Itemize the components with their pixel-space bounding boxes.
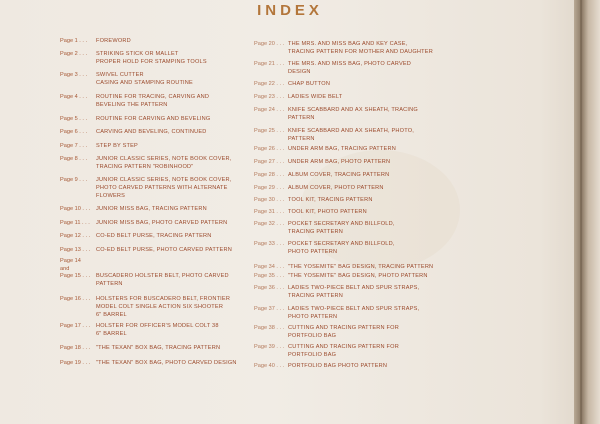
index-entry — [254, 93, 438, 101]
index-entry-line: FLOWERS — [96, 193, 126, 199]
index-page-number: Page 19 . . . — [60, 360, 91, 366]
index-entry-line: TOOL KIT, PHOTO PATTERN — [288, 209, 367, 215]
index-entry-title — [288, 60, 438, 76]
index-entry — [254, 324, 438, 340]
index-page-number: Page 7 . . . — [60, 143, 88, 149]
index-page-number: Page 29 . . . — [254, 185, 285, 191]
index-entry-line: FOREWORD — [96, 38, 131, 44]
index-page-number: Page 11 . . . — [60, 220, 90, 226]
index-entry-title — [288, 362, 438, 370]
index-entry-title — [288, 263, 438, 271]
index-page-number: Page 6 . . . — [60, 129, 88, 135]
index-entry-title — [288, 106, 438, 122]
index-entry-title — [288, 343, 438, 359]
index-entry-line: CHAP BUTTON — [288, 81, 331, 87]
index-page-number: Page 31 . . . — [254, 209, 285, 215]
index-entry-line: PHOTO CARVED PATTERNS WITH ALTERNATE — [96, 185, 228, 191]
index-entry-title — [96, 359, 246, 367]
index-entry-line: LADIES TWO-PIECE BELT AND SPUR STRAPS, — [288, 306, 420, 312]
index-page-number: Page 22 . . . — [254, 81, 285, 87]
index-entry — [60, 359, 246, 367]
index-entry-line: CUTTING AND TRACING PATTERN FOR — [288, 344, 399, 350]
index-entry-title — [96, 219, 246, 227]
index-entry-line: BUSCADERO HOLSTER BELT, PHOTO CARVED — [96, 273, 229, 279]
index-entry — [60, 142, 246, 150]
index-entry-line: JUNIOR CLASSIC SERIES, NOTE BOOK COVER, — [96, 177, 232, 183]
index-entry-title — [96, 246, 246, 254]
index-page-number: Page 21 . . . — [254, 61, 285, 67]
index-entry-title — [288, 93, 438, 101]
index-entry-line: KNIFE SCABBARD AND AX SHEATH, PHOTO, — [288, 128, 415, 134]
index-entry-line: MODEL COLT SINGLE ACTION SIX SHOOTER — [96, 304, 224, 310]
index-entry-line: PROPER HOLD FOR STAMPING TOOLS — [96, 59, 207, 65]
index-entry-line: 6" BARREL — [96, 312, 127, 318]
index-entry-line: CO-ED BELT PURSE, TRACING PATTERN — [96, 233, 212, 239]
index-entry-line: PATTERN — [288, 115, 315, 121]
index-entry-line: "THE YOSEMITE" BAG DESIGN, TRACING PATTERN — [288, 264, 434, 270]
index-entry-line: CO-ED BELT PURSE, PHOTO CARVED PATTERN — [96, 247, 232, 253]
index-entry-title — [288, 305, 438, 321]
index-page-number: Page 15 . . . — [60, 273, 91, 279]
index-entry-line: PATTERN — [288, 136, 315, 142]
index-entry — [254, 220, 438, 236]
index-entry-line: PHOTO PATTERN — [288, 249, 338, 255]
index-entry-line: STEP BY STEP — [96, 143, 138, 149]
index-entry — [254, 362, 438, 370]
index-page-number: Page 38 . . . — [254, 325, 285, 331]
index-entry — [60, 37, 246, 45]
index-entry-title — [96, 205, 246, 213]
index-page-number: Page 2 . . . — [60, 51, 88, 57]
index-entry-title — [288, 196, 438, 204]
index-page-number: Page 9 . . . — [60, 177, 88, 183]
index-entry — [60, 71, 246, 87]
index-entry — [60, 155, 246, 171]
index-entry-line: CARVING AND BEVELING, CONTINUED — [96, 129, 207, 135]
index-entry-line: UNDER ARM BAG, TRACING PATTERN — [288, 146, 396, 152]
index-entry — [254, 171, 438, 179]
index-page-number: Page 8 . . . — [60, 156, 88, 162]
index-entry — [254, 145, 438, 153]
index-entry-title — [96, 71, 246, 87]
index-entry-line: PATTERN — [96, 281, 123, 287]
index-entry-title — [288, 127, 438, 143]
index-entry-line: BEVELING THE PATTERN — [96, 102, 168, 108]
index-entry — [60, 115, 246, 123]
index-entry — [254, 40, 438, 56]
index-entry — [254, 305, 438, 321]
index-entry — [254, 158, 438, 166]
index-entry-title — [288, 272, 438, 280]
index-entry-line: "THE TEXAN" BOX BAG, PHOTO CARVED DESIGN — [96, 360, 237, 366]
index-entry — [60, 93, 246, 109]
index-entry-line: UNDER ARM BAG, PHOTO PATTERN — [288, 159, 391, 165]
index-entry — [254, 80, 438, 88]
index-page-number: Page 26 . . . — [254, 146, 285, 152]
index-page-number: Page 33 . . . — [254, 241, 285, 247]
index-entry-title — [288, 284, 438, 300]
index-page-number: Page 17 . . . — [60, 323, 91, 329]
index-entry-title — [96, 272, 246, 288]
index-entry-line: SWIVEL CUTTER — [96, 72, 144, 78]
index-entry — [60, 205, 246, 213]
index-entry-line: LADIES TWO-PIECE BELT AND SPUR STRAPS, — [288, 285, 420, 291]
index-page-number: Page 14 — [60, 258, 81, 264]
index-entry — [254, 240, 438, 256]
index-entry-title — [96, 93, 246, 109]
index-entry-line: STRIKING STICK OR MALLET — [96, 51, 179, 57]
index-entry-title — [96, 322, 246, 338]
index-entry-line: ROUTINE FOR TRACING, CARVING AND — [96, 94, 210, 100]
index-entry-line: POCKET SECRETARY AND BILLFOLD, — [288, 221, 395, 227]
index-entry-line: POCKET SECRETARY AND BILLFOLD, — [288, 241, 395, 247]
index-entry — [60, 295, 246, 319]
index-entry-title — [96, 128, 246, 136]
index-entry — [254, 106, 438, 122]
index-entry-title — [96, 50, 246, 66]
index-page-number: Page 20 . . . — [254, 41, 285, 47]
index-entry-line: TRACING PATTERN — [288, 229, 344, 235]
index-entry-line: TRACING PATTERN "ROBINHOOD" — [96, 164, 194, 170]
index-entry — [60, 219, 246, 227]
index-entry — [60, 246, 246, 254]
index-entry — [60, 344, 246, 352]
index-page-number: Page 3 . . . — [60, 72, 88, 78]
index-page-number: Page 18 . . . — [60, 345, 91, 351]
index-entry — [254, 284, 438, 300]
index-page-number: Page 30 . . . — [254, 197, 285, 203]
index-page-number: Page 16 . . . — [60, 296, 91, 302]
index-page-number: Page 1 . . . — [60, 38, 88, 44]
index-entry-title — [96, 295, 246, 319]
index-page-number: Page 32 . . . — [254, 221, 285, 227]
index-entry — [60, 232, 246, 240]
index-entry-title — [288, 220, 438, 236]
index-entry-line: 6" BARREL — [96, 331, 127, 337]
index-entry-title — [288, 324, 438, 340]
index-page-number: Page 25 . . . — [254, 128, 285, 134]
index-page-number: Page 37 . . . — [254, 306, 285, 312]
index-entry-line: KNIFE SCABBARD AND AX SHEATH, TRACING — [288, 107, 418, 113]
index-entry-line: PHOTO PATTERN — [288, 314, 338, 320]
index-entry-line: HOLSTER FOR OFFICER'S MODEL COLT 38 — [96, 323, 219, 329]
index-entry-line: ALBUM COVER, TRACING PATTERN — [288, 172, 390, 178]
page-title: INDEX — [257, 2, 323, 19]
index-entry-title — [96, 155, 246, 171]
index-entry-title — [96, 232, 246, 240]
index-entry-line: PORTFOLIO BAG — [288, 352, 337, 358]
index-entry — [254, 272, 438, 280]
index-entry-title — [96, 142, 246, 150]
index-entry-line: THE MRS. AND MISS BAG, PHOTO CARVED — [288, 61, 412, 67]
index-entry-title — [288, 145, 438, 153]
index-page-number: Page 28 . . . — [254, 172, 285, 178]
index-entry-title — [288, 158, 438, 166]
index-page-number: Page 35 . . . — [254, 273, 285, 279]
index-entry-title — [288, 40, 438, 56]
index-entry-line: JUNIOR MISS BAG, TRACING PATTERN — [96, 206, 207, 212]
index-page-number: Page 40 . . . — [254, 363, 285, 369]
index-entry — [254, 60, 438, 76]
index-page-number: Page 36 . . . — [254, 285, 285, 291]
index-entry-line: LADIES WIDE BELT — [288, 94, 343, 100]
index-page-number: Page 13 . . . — [60, 247, 91, 253]
index-entry-line: JUNIOR MISS BAG, PHOTO CARVED PATTERN — [96, 220, 228, 226]
index-entry — [60, 128, 246, 136]
index-entry-line: JUNIOR CLASSIC SERIES, NOTE BOOK COVER, — [96, 156, 232, 162]
index-page-number: Page 27 . . . — [254, 159, 285, 165]
index-entry — [60, 322, 246, 338]
index-entry — [60, 176, 246, 200]
index-page-number: and — [60, 266, 70, 272]
index-entry — [254, 196, 438, 204]
index-page-number: Page 34 . . . — [254, 264, 285, 270]
index-entry-line: "THE YOSEMITE" BAG DESIGN, PHOTO PATTERN — [288, 273, 428, 279]
index-entry-title — [96, 344, 246, 352]
index-entry — [254, 343, 438, 359]
index-entry-title — [288, 171, 438, 179]
index-entry-title — [288, 80, 438, 88]
index-entry-line: PORTFOLIO BAG PHOTO PATTERN — [288, 363, 388, 369]
index-entry-title — [288, 184, 438, 192]
index-page-number: Page 23 . . . — [254, 94, 285, 100]
index-entry — [60, 50, 246, 66]
index-entry-title — [288, 208, 438, 216]
index-page-number: Page 4 . . . — [60, 94, 88, 100]
index-entry-line: HOLSTERS FOR BUSCADERO BELT, FRONTIER — [96, 296, 231, 302]
index-entry-line: PORTFOLIO BAG — [288, 333, 337, 339]
index-entry-line: ALBUM COVER, PHOTO PATTERN — [288, 185, 384, 191]
index-entry-line: TOOL KIT, TRACING PATTERN — [288, 197, 373, 203]
index-entry — [60, 272, 246, 288]
index-entry-line: THE MRS. AND MISS BAG AND KEY CASE, — [288, 41, 408, 47]
index-page-number: Page 12 . . . — [60, 233, 91, 239]
index-entry-title — [96, 176, 246, 200]
index-entry-line: CUTTING AND TRACING PATTERN FOR — [288, 325, 399, 331]
index-entry-line: "THE TEXAN" BOX BAG, TRACING PATTERN — [96, 345, 221, 351]
index-entry-line: ROUTINE FOR CARVING AND BEVELING — [96, 116, 211, 122]
index-entry-title — [96, 37, 246, 45]
index-entry-line: DESIGN — [288, 69, 311, 75]
index-entry — [254, 263, 438, 271]
book-spine-edge — [574, 0, 600, 424]
index-page-number: Page 10 . . . — [60, 206, 91, 212]
index-entry — [254, 208, 438, 216]
index-entry-title — [96, 115, 246, 123]
index-entry-line: TRACING PATTERN FOR MOTHER AND DAUGHTER — [288, 49, 433, 55]
index-page-number: Page 5 . . . — [60, 116, 88, 122]
index-entry-line: TRACING PATTERN — [288, 293, 344, 299]
index-entry-line: CASING AND STAMPING ROUTINE — [96, 80, 193, 86]
index-page-number: Page 24 . . . — [254, 107, 285, 113]
index-entry-title — [288, 240, 438, 256]
index-entry — [254, 184, 438, 192]
index-entry — [60, 257, 246, 265]
index-entry — [254, 127, 438, 143]
index-page-number: Page 39 . . . — [254, 344, 285, 350]
